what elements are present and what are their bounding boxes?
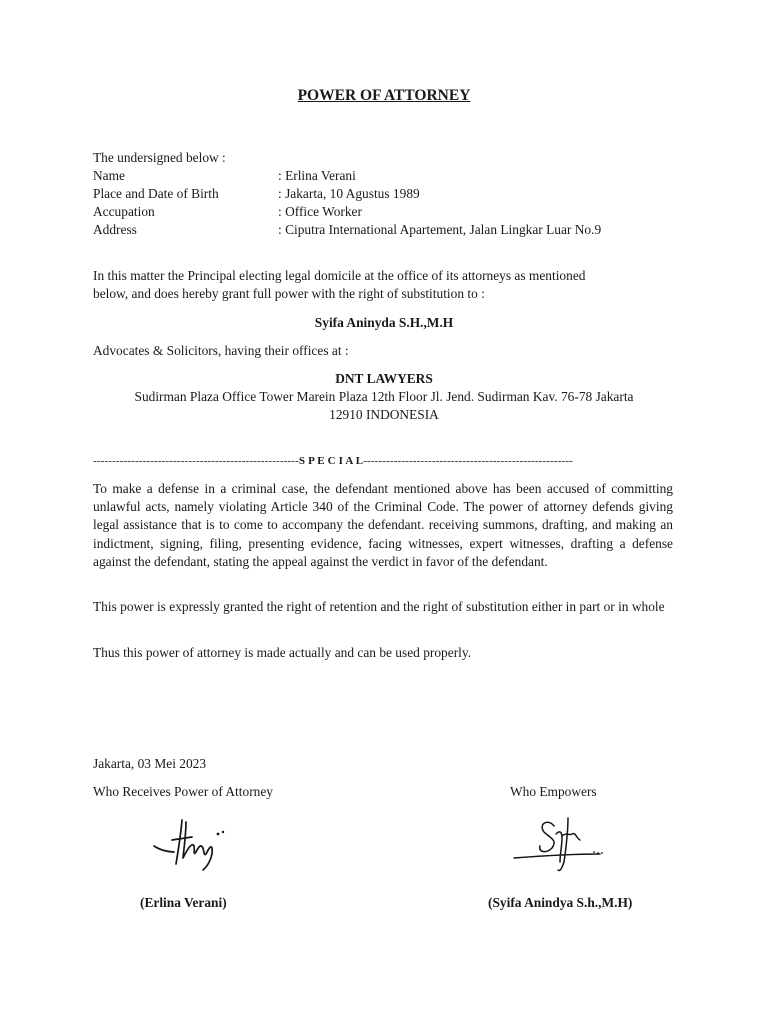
special-paragraph: To make a defense in a criminal case, the defendant mentioned above has been accused of committing unlawful acts, namely violating Article 340 of the Criminal Code. The power of attorney defends giving legal assistance that is to come to accompany the defendant. receiving summons, drafting, and making an indictment, signing, filing, presenting evidence, facing witnesses, expert witnesses, drafting a defense against the defendant, stating the appeal against the verdict in favor of the defendant. xyxy=(93,481,673,569)
special-dashes-right: ------------------------------------------------------- xyxy=(363,455,573,467)
advocates-line: Advocates & Solicitors, having their offices at : xyxy=(93,343,349,358)
retention-paragraph: This power is expressly granted the right of retention and the right of substitution either in part or in whole xyxy=(93,599,665,614)
special-label: S P E C I A L xyxy=(298,455,364,467)
field-label-birth: Place and Date of Birth xyxy=(93,186,219,201)
field-label-occupation: Accupation xyxy=(93,204,155,219)
empowerer-caption: Who Empowers xyxy=(510,784,597,799)
grant-line-2: below, and does hereby grant full power with the right of substitution to : xyxy=(93,286,485,301)
special-dashes-left: ------------------------------------------------------ xyxy=(93,455,299,467)
field-label-name: Name xyxy=(93,168,125,183)
special-divider xyxy=(93,452,673,470)
intro-line: The undersigned below : xyxy=(93,150,226,165)
receiver-signature xyxy=(148,812,238,874)
empowerer-signature xyxy=(510,812,610,876)
field-value-occupation: : Office Worker xyxy=(278,204,362,219)
field-label-address: Address xyxy=(93,222,137,237)
field-value-address: : Ciputra International Apartement, Jalan Lingkar Luar No.9 xyxy=(278,222,602,237)
place-date: Jakarta, 03 Mei 2023 xyxy=(93,756,207,771)
grant-line-1: In this matter the Principal electing legal domicile at the office of its attorneys as mentioned xyxy=(93,268,586,283)
firm-address-line-2: 12910 INDONESIA xyxy=(329,407,439,422)
field-value-birth: : Jakarta, 10 Agustus 1989 xyxy=(278,186,420,201)
receiver-name: (Erlina Verani) xyxy=(140,895,227,910)
closing-paragraph: Thus this power of attorney is made actually and can be used properly. xyxy=(93,645,472,660)
firm-name: DNT LAWYERS xyxy=(335,371,433,386)
document-title: POWER OF ATTORNEY xyxy=(297,87,471,104)
receiver-caption: Who Receives Power of Attorney xyxy=(93,784,273,799)
empowerer-name: (Syifa Anindya S.h.,M.H) xyxy=(488,895,633,910)
firm-address-line-1: Sudirman Plaza Office Tower Marein Plaza 12th Floor Jl. Jend. Sudirman Kav. 76-78 Jakarta xyxy=(134,389,634,404)
attorney-name: Syifa Aninyda S.H.,M.H xyxy=(314,315,454,330)
field-value-name: : Erlina Verani xyxy=(278,168,356,183)
